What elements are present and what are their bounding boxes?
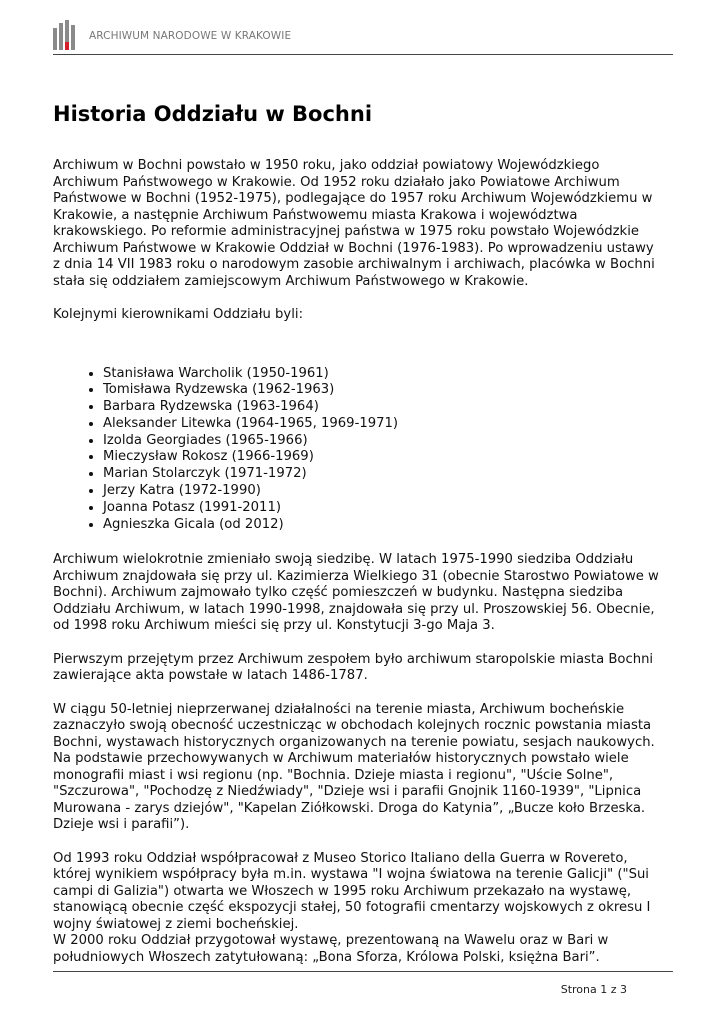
text-line: stanowiącą obecnie część ekspozycji stałej, 50 fotografii cmentarzy wojskowych z okresu I bbox=[53, 900, 651, 916]
text-line: Archiwum Państwowego w Krakowie. Od 1952 roku działało jako Powiatowe Archiwum bbox=[53, 174, 620, 190]
text-line: Oddziału Archiwum, w latach 1990-1998, znajdowała się przy ul. Proszowskiej 56. Obecnie, bbox=[53, 601, 655, 617]
text-line: W ciągu 50-letniej nieprzerwanej działalności na terenie miasta, Archiwum bocheńskie bbox=[53, 701, 625, 717]
text-line: Bochni, wystawach historycznych organizowanych na terenie powiatu, sesjach naukowych. bbox=[53, 734, 655, 750]
managers-intro: Kolejnymi kierownikami Oddziału byli: bbox=[53, 307, 304, 322]
document-body bbox=[53, 158, 693, 966]
managers-list bbox=[53, 366, 693, 534]
text-line: Archiwum wielokrotnie zmieniało swoją siedzibę. W latach 1975-1990 siedziba Oddziału bbox=[53, 552, 634, 568]
paragraph-first-fonds bbox=[53, 652, 693, 685]
list-item: • Jerzy Katra (1972-1990) bbox=[103, 483, 693, 500]
list-item: • Mieczysław Rokosz (1966-1969) bbox=[103, 449, 693, 466]
list-item: • Tomisława Rydzewska (1962-1963) bbox=[103, 382, 693, 399]
paragraph-history bbox=[53, 158, 693, 290]
text-line: Pierwszym przejętym przez Archiwum zespołem było archiwum staropolskie miasta Bochni bbox=[53, 651, 654, 667]
text-line: od 1998 roku Archiwum mieści się przy ul. Konstytucji 3-go Maja 3. bbox=[53, 618, 495, 634]
list-item: • Aleksander Litewka (1964-1965, 1969-1971) bbox=[103, 416, 693, 433]
text-line: Bochni). Archiwum zajmowało tylko część pomieszczeń w budynku. Następna siedziba bbox=[53, 585, 624, 601]
text-line: W 2000 roku Oddział przygotował wystawę, prezentowaną na Wawelu oraz w Bari w bbox=[53, 933, 609, 949]
list-item: • Izolda Georgiades (1965-1966) bbox=[103, 433, 693, 450]
header-divider bbox=[53, 54, 673, 55]
footer-divider bbox=[53, 971, 673, 972]
text-line: Krakowie, a następnie Archiwum Państwowemu miasta Krakowa i województwa bbox=[53, 207, 578, 223]
paragraph-cooperation bbox=[53, 851, 693, 967]
text-line: z dnia 14 VII 1983 roku o narodowym zasobie archiwalnym i archiwach, placówka w Bochni bbox=[53, 257, 655, 272]
text-line: Państwowe w Bochni (1952-1975), podlegające do 1957 roku Archiwum Wojewódzkiemu w bbox=[53, 191, 653, 206]
list-item: • Joanna Potasz (1991-2011) bbox=[103, 500, 693, 517]
list-item: • Barbara Rydzewska (1963-1964) bbox=[103, 399, 693, 416]
text-line: Na podstawie przechowywanych w Archiwum materiałów historycznych powstało wiele bbox=[53, 751, 629, 767]
text-line: Archiwum w Bochni powstało w 1950 roku, jako oddział powiatowy Wojewódzkiego bbox=[53, 158, 600, 173]
page-title: Historia Oddziału w Bochni bbox=[53, 102, 373, 126]
archive-logo-icon bbox=[53, 20, 75, 50]
text-line: monografii miast i wsi regionu (np. "Bochnia. Dzieje miasta i regionu", "Uście Solne", bbox=[53, 767, 614, 783]
text-line: stała się oddziałem zamiejscowym Archiwum Państwowego w Krakowie. bbox=[53, 273, 529, 289]
list-item: • Agnieszka Gicala (od 2012) bbox=[103, 517, 693, 534]
text-line: krakowskiego. Po reformie administracyjnej państwa w 1975 roku powstało Wojewódzkie bbox=[53, 224, 639, 239]
text-line: campi di Galizia") otwarta we Włoszech w 1995 roku Archiwum przekazało na wystawę, bbox=[53, 883, 632, 899]
text-line: Murowana - zarys dziejów", "Kapelan Ziółkowski. Droga do Katynia”, „Bucze koło Brzeska. bbox=[53, 800, 646, 816]
text-line: zawierające akta powstałe w latach 1486-1787. bbox=[53, 668, 368, 684]
text-line: Dzieje wsi i parafii”). bbox=[53, 817, 190, 833]
text-line: południowych Włoszech zatytułowaną: „Bona Sforza, Królowa Polski, księżna Bari”. bbox=[53, 949, 600, 965]
text-line: Archiwum Państwowe w Krakowie Oddział w Bochni (1976-1983). Po wprowadzeniu ustawy bbox=[53, 240, 654, 256]
list-item: • Marian Stolarczyk (1971-1972) bbox=[103, 466, 693, 483]
text-line: zaznaczyło swoją obecność uczestnicząc w obchodach kolejnych rocznic powstania miasta bbox=[53, 718, 652, 734]
text-line: Od 1993 roku Oddział współpracował z Museo Storico Italiano della Guerra w Rovereto, bbox=[53, 850, 628, 866]
archive-name: ARCHIWUM NARODOWE W KRAKOWIE bbox=[89, 30, 292, 42]
paragraph-activity bbox=[53, 702, 693, 834]
text-line: "Szczurowa", "Pochodzę z Niedźwiady", "Dzieje wsi i parafii Gnojnik 1160-1939", "Lipnica bbox=[53, 784, 642, 800]
paragraph-locations bbox=[53, 552, 693, 635]
text-line: której wynikiem współpracy była m.in. wystawa "I wojna światowa na terenie Galicji" ("Sui bbox=[53, 867, 649, 883]
page-number: Strona 1 z 3 bbox=[560, 983, 627, 996]
list-item: • Stanisława Warcholik (1950-1961) bbox=[103, 366, 693, 383]
text-line: wojny światowej z ziemi bocheńskiej. bbox=[53, 916, 299, 932]
page-header bbox=[53, 20, 673, 56]
text-line: Archiwum znajdowała się przy ul. Kazimierza Wielkiego 31 (obecnie Starostwo Powiatowe w bbox=[53, 568, 659, 584]
